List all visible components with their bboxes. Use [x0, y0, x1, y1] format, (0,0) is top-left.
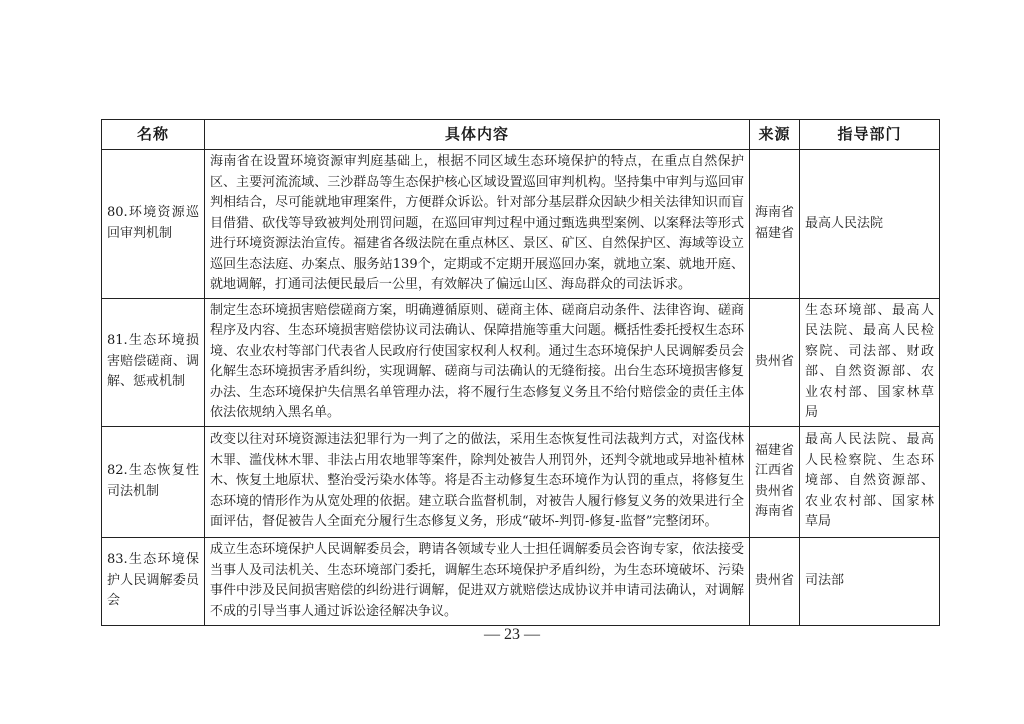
source-item: 贵州省: [755, 572, 795, 588]
source-item: 贵州省: [755, 483, 795, 499]
row-dept: 生态环境部、最高人民法院、最高人民检察院、司法部、财政部、自然资源部、农业农村部、国家林草局: [800, 298, 940, 426]
row-source: [750, 537, 800, 625]
source-item: 福建省: [755, 442, 795, 458]
table-row: [102, 537, 940, 625]
header-content: 具体内容: [205, 120, 750, 150]
row-name: 82.生态恢复性司法机制: [102, 426, 205, 537]
row-content: 海南省在设置环境资源审判庭基础上，根据不同区域生态环境保护的特点，在重点自然保护区、主要河流流域、三沙群岛等生态保护核心区域设置巡回审判机构。坚持集中审判与巡回审判相结合，尽可能就地审理案件，方便群众诉讼。针对部分基层群众因缺少相关法律知识而盲目借猎、砍伐等导致被判处刑罚问题，在巡回审判过程中通过甄选典型案例、以案释法等形式进行环境资源法治宣传。福建省各级法院在重点林区、景区、矿区、自然保护区、海域等设立巡回生态法庭、办案点、服务站139个，定期或不定期开展巡回办案，就地立案、就地开庭、就地调解，打通司法便民最后一公里，有效解决了偏远山区、海岛群众的司法诉求。: [205, 150, 750, 299]
row-source: [750, 298, 800, 426]
page-number: — 23 —: [484, 626, 540, 643]
row-source: [750, 426, 800, 537]
header-name: 名称: [102, 120, 205, 150]
source-item: 江西省: [755, 463, 795, 478]
table-header-row: [102, 120, 940, 150]
row-name: 83.生态环境保护人民调解委员会: [102, 537, 205, 625]
row-content: 改变以往对环境资源违法犯罪行为一判了之的做法，采用生态恢复性司法裁判方式，对盗伐林木罪、滥伐林木罪、非法占用农地罪等案件，除判处被告人刑罚外，还判令就地或异地补植林木、恢复土地原状、整治受污染水体等。将是否主动修复生态环境作为认罚的重点，将修复生态环境的情形作为从宽处理的依据。建立联合监督机制，对被告人履行修复义务的效果进行全面评估，督促被告人全面充分履行生态修复义务，形成“破坏-判罚-修复-监督”完整闭环。: [205, 426, 750, 537]
table-row: [102, 150, 940, 299]
row-name: 81.生态环境损害赔偿磋商、调解、惩戒机制: [102, 298, 205, 426]
table-row: [102, 426, 940, 537]
row-dept: 最高人民法院: [800, 150, 940, 299]
row-content: 制定生态环境损害赔偿磋商方案，明确遵循原则、磋商主体、磋商启动条件、法律咨询、磋商程序及内容、生态环境损害赔偿协议司法确认、保障措施等重大问题。概括性委托授权生态环境、农业农村等部门代表省人民政府行使国家权利人权利。通过生态环境保护人民调解委员会化解生态环境损害矛盾纠纷，实现调解、磋商与司法确认的无缝衔接。出台生态环境损害修复办法、生态环境保护失信黑名单管理办法，将不履行生态修复义务且不给付赔偿金的责任主体依法依规纳入黑名单。: [205, 298, 750, 426]
source-item: 海南省: [755, 205, 795, 221]
policy-table: [101, 119, 940, 626]
row-content: 成立生态环境保护人民调解委员会，聘请各领域专业人士担任调解委员会咨询专家，依法接受当事人及司法机关、生态环境部门委托，调解生态环境保护矛盾纠纷，为生态环境破坏、污染事件中涉及民间损害赔偿的纠纷进行调解，促进双方就赔偿达成协议并申请司法确认，对调解不成的引导当事人通过诉讼途径解决争议。: [205, 537, 750, 625]
row-dept: 司法部: [800, 537, 940, 625]
source-item: 海南省: [755, 504, 795, 519]
row-dept: 最高人民法院、最高人民检察院、生态环境部、自然资源部、农业农村部、国家林草局: [800, 426, 940, 537]
row-source: [750, 150, 800, 299]
row-name: 80.环境资源巡回审判机制: [102, 150, 205, 299]
table-row: [102, 298, 940, 426]
header-source: 来源: [750, 120, 800, 150]
source-item: 贵州省: [755, 353, 795, 369]
header-dept: 指导部门: [800, 120, 940, 150]
source-item: 福建省: [755, 225, 795, 241]
